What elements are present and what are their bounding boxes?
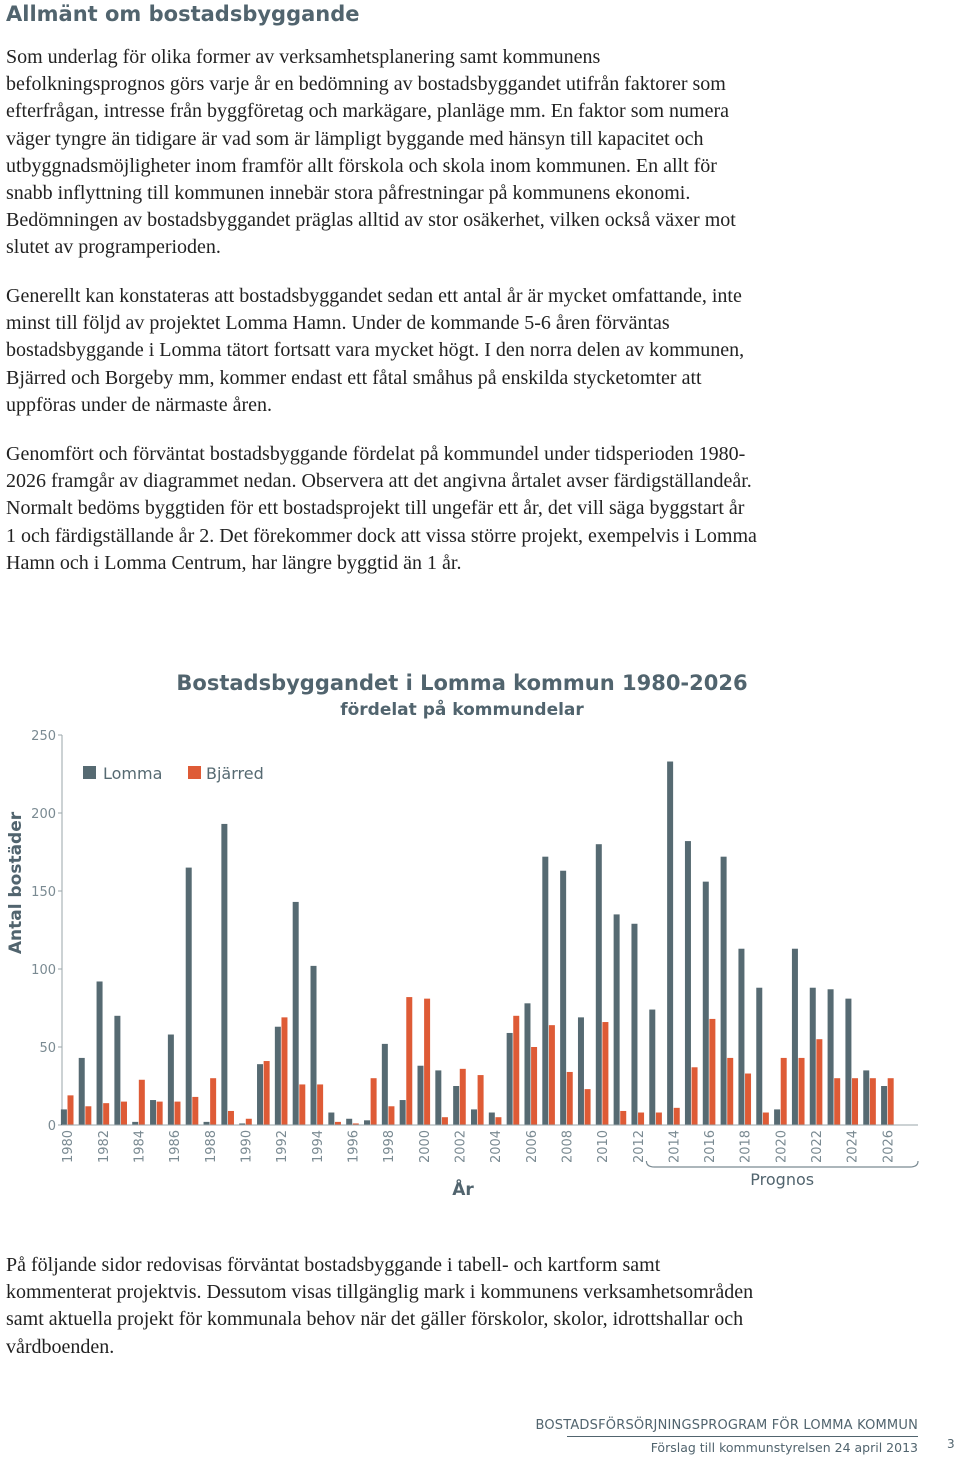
paragraph-2: Generellt kan konstateras att bostadsbyggandet sedan ett antal år är mycket omfattande, inte minst till följd av projektet Lomma Hamn. Under de kommande 5-6 åren förväntas bostadsbyggande i Lomma tätort fortsatt vara mycket högt. I den norra delen av kommunen, Bjärred och Borgeby mm, kommer endast ett fåtal småhus på enskilda stycketomter att uppföras under de närmaste åren. [6, 285, 745, 416]
x-tick-label: 2004 [489, 1129, 505, 1163]
bar-bjarred-2024 [852, 1078, 858, 1125]
paragraph-1: Som underlag för olika former av verksamhetsplanering samt kommunens befolkningsprognos görs varje år en bedömning av bostadsbyggandet utifrån faktorer som efterfrågan, intresse från byggföretag och markägare, planläge mm. En faktor som numera väger tyngre än tidigare är vad som är lämpligt byggande med hänsyn till kapacitet och utbyggnadsmöjligheter inom framför allt förskola och skola inom kommunen. En allt för snabb inflyttning till kommunen innebär stora påfrestningar på kommunens ekonomi. Bedömningen av bostadsbyggandet präglas alltid av stor osäkerhet, vilken också växer mot slutet av programperioden. [6, 46, 736, 259]
x-tick-label: 1986 [168, 1129, 184, 1163]
bar-bjarred-2004 [495, 1117, 501, 1125]
bar-lomma-1992 [275, 1027, 281, 1125]
bar-lomma-2004 [489, 1113, 495, 1125]
footer-subtitle: Förslag till kommunstyrelsen 24 april 2013 [650, 1440, 918, 1455]
bar-bjarred-2021 [799, 1058, 805, 1125]
bar-lomma-2019 [756, 988, 762, 1125]
bar-lomma-1980 [61, 1109, 67, 1125]
y-tick-label: 250 [31, 729, 56, 744]
x-axis [61, 1125, 918, 1163]
bar-lomma-1999 [400, 1100, 406, 1125]
chart-subtitle: fördelat på kommundelar [340, 700, 584, 720]
bar-lomma-1995 [328, 1113, 334, 1125]
bar-lomma-2025 [863, 1070, 869, 1125]
bar-bjarred-2010 [602, 1022, 608, 1125]
bar-bjarred-2008 [567, 1072, 573, 1125]
bar-bjarred-2018 [745, 1074, 751, 1125]
x-tick-label: 2014 [667, 1129, 683, 1163]
bar-lomma-1998 [382, 1044, 388, 1125]
bar-lomma-2008 [560, 871, 566, 1125]
bar-lomma-1991 [257, 1064, 263, 1125]
bar-bjarred-1991 [264, 1061, 270, 1125]
bar-bjarred-2026 [888, 1078, 894, 1125]
chart-legend [83, 764, 264, 783]
bar-lomma-1997 [364, 1120, 370, 1125]
bar-lomma-2018 [738, 949, 744, 1125]
bar-lomma-2006 [524, 1003, 530, 1125]
y-tick-label: 50 [39, 1041, 56, 1056]
x-tick-label: 2022 [810, 1129, 826, 1163]
bar-bjarred-1989 [228, 1111, 234, 1125]
bar-bjarred-1993 [299, 1084, 305, 1125]
bar-bjarred-1981 [85, 1106, 91, 1125]
bar-bjarred-1980 [68, 1095, 74, 1125]
bar-bjarred-2022 [816, 1039, 822, 1125]
x-tick-label: 2010 [596, 1129, 612, 1163]
housing-bar-chart [0, 660, 960, 1205]
y-axis [31, 729, 62, 1134]
x-tick-label: 2024 [845, 1129, 861, 1163]
bar-bjarred-2005 [513, 1016, 519, 1125]
bar-bjarred-2015 [692, 1067, 698, 1125]
chart-bars [61, 762, 894, 1125]
bar-bjarred-2009 [585, 1089, 591, 1125]
bar-lomma-2017 [721, 857, 727, 1125]
x-axis-label: År [452, 1180, 474, 1200]
page-heading: Allmänt om bostadsbyggande [6, 2, 360, 26]
bar-lomma-2014 [667, 762, 673, 1125]
bar-bjarred-1985 [157, 1102, 163, 1125]
footer-divider [567, 1436, 918, 1437]
bar-lomma-2013 [649, 1010, 655, 1125]
y-axis-label: Antal bostäder [6, 811, 26, 955]
bar-lomma-1996 [346, 1119, 352, 1125]
bar-lomma-1981 [79, 1058, 85, 1125]
bar-bjarred-1986 [174, 1102, 180, 1125]
bar-lomma-2015 [685, 841, 691, 1125]
bar-bjarred-2019 [763, 1113, 769, 1125]
bar-lomma-1993 [293, 902, 299, 1125]
bar-bjarred-1983 [121, 1102, 127, 1125]
bar-lomma-2024 [845, 999, 851, 1125]
bar-bjarred-2023 [834, 1078, 840, 1125]
bar-lomma-2023 [828, 989, 834, 1125]
bar-lomma-2011 [614, 914, 620, 1125]
x-tick-label: 2018 [738, 1129, 754, 1163]
bar-bjarred-2011 [620, 1111, 626, 1125]
x-tick-label: 2016 [703, 1129, 719, 1163]
bar-bjarred-1999 [406, 997, 412, 1125]
footer-title: BOSTADSFÖRSÖRJNINGSPROGRAM FÖR LOMMA KOMMUN [535, 1418, 918, 1433]
bar-lomma-1994 [311, 966, 317, 1125]
legend-label-lomma: Lomma [103, 764, 163, 783]
x-tick-label: 2012 [631, 1129, 647, 1163]
bar-lomma-2016 [703, 882, 709, 1125]
x-tick-label: 2020 [774, 1129, 790, 1163]
paragraph-3: Genomfört och förväntat bostadsbyggande fördelat på kommundel under tidsperioden 1980-2026 framgår av diagrammet nedan. Observera att det angivna årtalet avser färdigställandeår. Normalt bedöms byggtiden för ett bostadsprojekt till ungefär ett år, det vill säga byggstart år 1 och färdigställande år 2. Det förekommer dock att vissa större projekt, exempelvis i Lomma Hamn och i Lomma Centrum, har längre byggtid än 1 år. [6, 443, 757, 574]
x-tick-label: 2002 [453, 1129, 469, 1163]
bar-lomma-2021 [792, 949, 798, 1125]
y-tick-label: 100 [31, 963, 56, 978]
bar-bjarred-1988 [210, 1078, 216, 1125]
x-tick-label: 1990 [239, 1129, 255, 1163]
chart-title: Bostadsbyggandet i Lomma kommun 1980-2026 [176, 671, 748, 695]
x-tick-label: 2026 [881, 1129, 897, 1163]
bar-lomma-1983 [114, 1016, 120, 1125]
bar-bjarred-1990 [246, 1119, 252, 1125]
bar-lomma-1989 [221, 824, 227, 1125]
bar-lomma-1982 [97, 981, 103, 1125]
bar-bjarred-2013 [656, 1113, 662, 1125]
x-tick-label: 2006 [524, 1129, 540, 1163]
bar-lomma-2010 [596, 844, 602, 1125]
bar-lomma-2022 [810, 988, 816, 1125]
bar-bjarred-1998 [388, 1106, 394, 1125]
bar-lomma-2012 [631, 924, 637, 1125]
y-tick-label: 200 [31, 807, 56, 822]
bar-bjarred-2001 [442, 1117, 448, 1125]
bar-bjarred-1982 [103, 1103, 109, 1125]
bar-bjarred-2002 [460, 1069, 466, 1125]
x-tick-label: 1988 [203, 1129, 219, 1163]
bar-lomma-1986 [168, 1035, 174, 1125]
y-tick-label: 0 [47, 1119, 56, 1134]
bar-bjarred-2020 [781, 1058, 787, 1125]
bar-bjarred-1992 [281, 1017, 287, 1125]
bar-bjarred-2016 [709, 1019, 715, 1125]
bar-lomma-2026 [881, 1086, 887, 1125]
bar-lomma-2002 [453, 1086, 459, 1125]
bar-bjarred-2025 [870, 1078, 876, 1125]
paragraph-4: På följande sidor redovisas förväntat bostadsbyggande i tabell- och kartform samt kommenterat projektvis. Dessutom visas tillgänglig mark i kommunens verksamhetsområden samt aktuella projekt för kommunala behov när det gäller förskolor, skolor, idrottshallar och vårdboenden. [6, 1254, 754, 1358]
legend-swatch-lomma [83, 766, 96, 779]
bar-lomma-2005 [507, 1033, 513, 1125]
bar-lomma-2020 [774, 1109, 780, 1125]
bar-lomma-1987 [186, 868, 192, 1125]
x-tick-label: 1998 [382, 1129, 398, 1163]
bar-lomma-2009 [578, 1017, 584, 1125]
bar-bjarred-1984 [139, 1080, 145, 1125]
bar-bjarred-2000 [424, 999, 430, 1125]
bar-bjarred-1994 [317, 1084, 323, 1125]
x-tick-label: 2000 [417, 1129, 433, 1163]
x-tick-label: 2008 [560, 1129, 576, 1163]
bar-bjarred-2017 [727, 1058, 733, 1125]
bar-bjarred-2007 [549, 1025, 555, 1125]
bar-lomma-2001 [435, 1070, 441, 1125]
x-tick-label: 1984 [132, 1129, 148, 1163]
page-number: 3 [947, 1437, 955, 1451]
x-tick-label: 1992 [275, 1129, 291, 1163]
bar-bjarred-2014 [674, 1108, 680, 1125]
bar-bjarred-1997 [371, 1078, 377, 1125]
bar-lomma-2000 [418, 1066, 424, 1125]
legend-swatch-bjarred [188, 766, 201, 779]
legend-label-bjarred: Bjärred [206, 764, 264, 783]
bar-bjarred-2012 [638, 1113, 644, 1125]
bar-lomma-2003 [471, 1109, 477, 1125]
bar-bjarred-2006 [531, 1047, 537, 1125]
bar-lomma-1985 [150, 1100, 156, 1125]
bar-lomma-2007 [542, 857, 548, 1125]
x-tick-label: 1994 [310, 1129, 326, 1163]
x-tick-label: 1982 [96, 1129, 112, 1163]
bar-bjarred-1987 [192, 1097, 198, 1125]
y-tick-label: 150 [31, 885, 56, 900]
x-tick-label: 1980 [61, 1129, 77, 1163]
forecast-label: Prognos [750, 1170, 815, 1189]
x-tick-label: 1996 [346, 1129, 362, 1163]
bar-bjarred-2003 [478, 1075, 484, 1125]
